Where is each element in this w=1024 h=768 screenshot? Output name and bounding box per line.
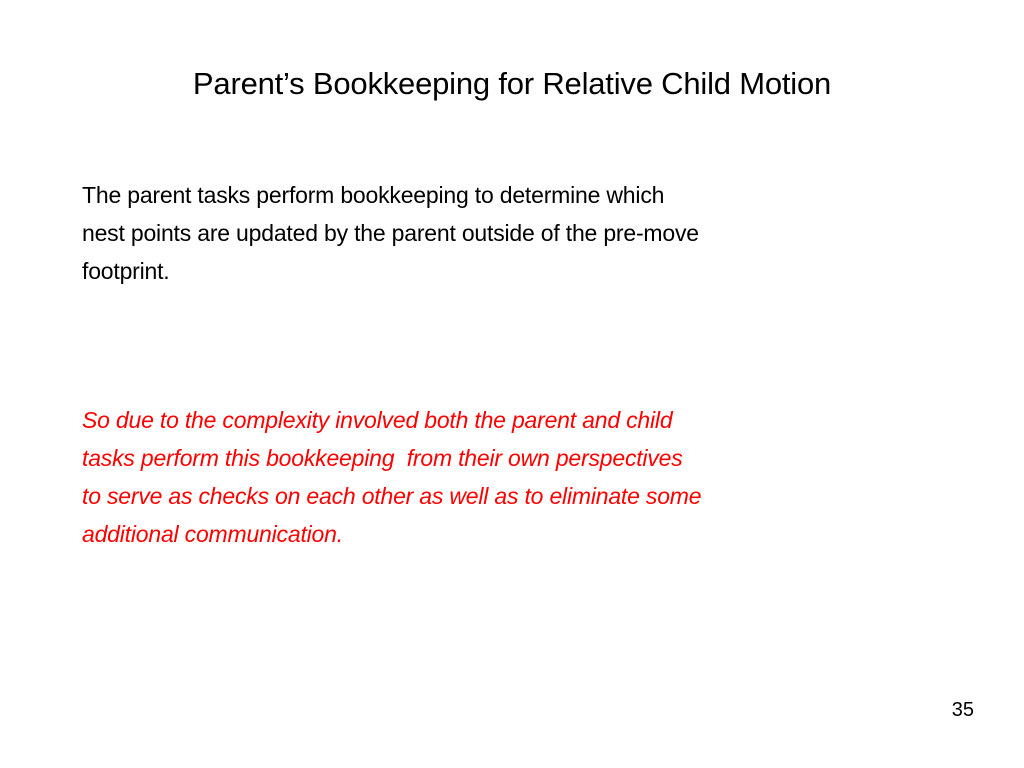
body-paragraph — [82, 176, 912, 290]
slide-title: Parent’s Bookkeeping for Relative Child Motion — [192, 66, 832, 101]
body-line: footprint. — [82, 258, 170, 284]
note-line: tasks perform this bookkeeping from their own perspectives — [82, 445, 683, 471]
body-line: The parent tasks perform bookkeeping to determine which — [82, 182, 665, 208]
note-line: to serve as checks on each other as well as to eliminate some — [82, 483, 702, 509]
body-line: nest points are updated by the parent outside of the pre-move — [82, 220, 699, 246]
note-line: additional communication. — [82, 521, 343, 547]
note-line: So due to the complexity involved both the parent and child — [82, 407, 673, 433]
page-number: 35 — [951, 699, 974, 721]
highlighted-note — [82, 401, 912, 553]
